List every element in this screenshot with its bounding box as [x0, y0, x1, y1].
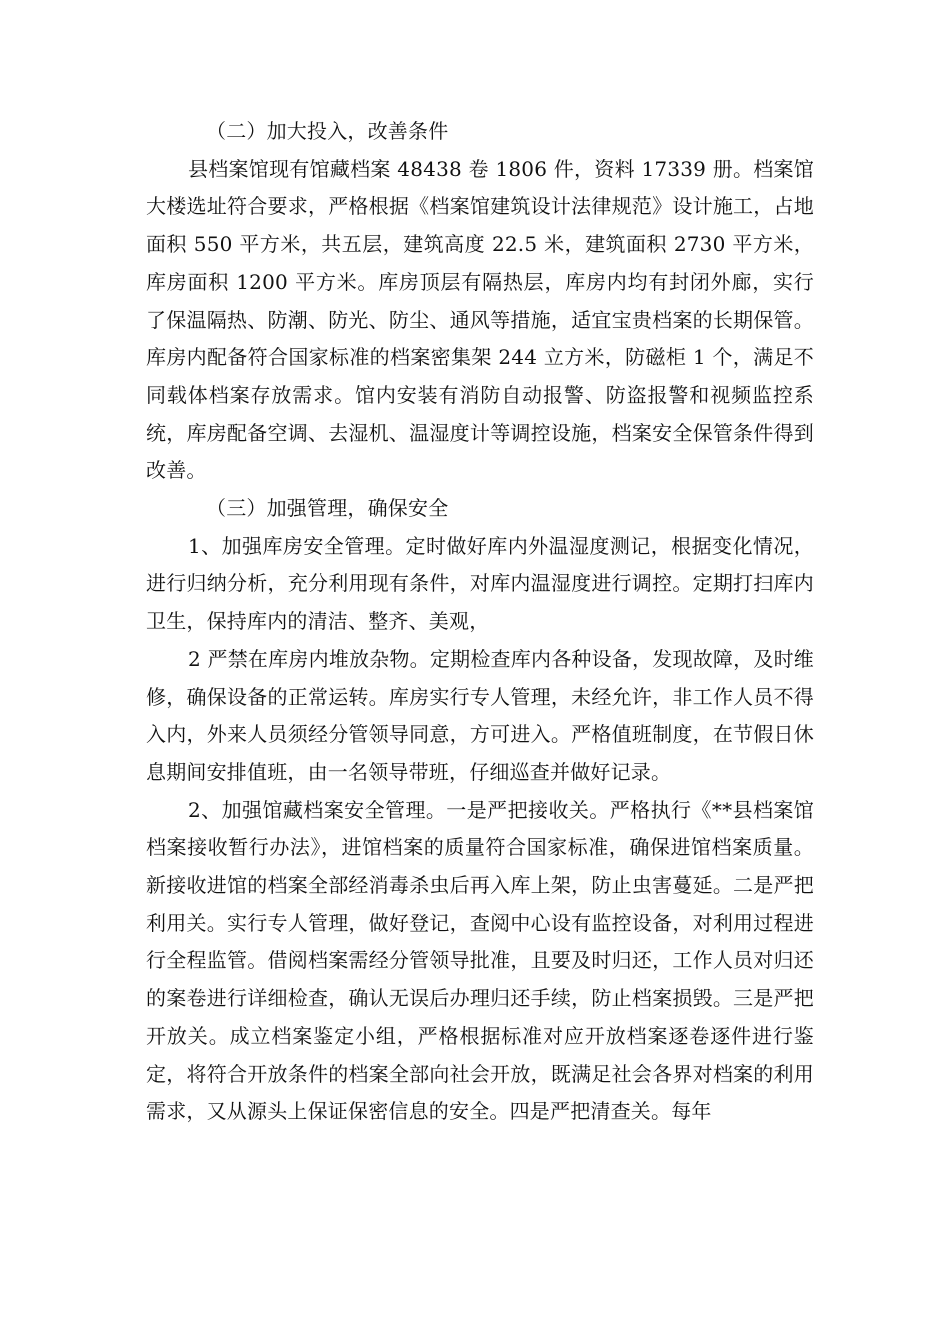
section-heading-2: （二）加大投入，改善条件 [206, 119, 449, 143]
document-page [146, 113, 814, 1131]
paragraph-archive-facilities: 县档案馆现有馆藏档案 48438 卷 1806 件，资料 17339 册。档案馆大楼选址符合要求，严格根据《档案馆建筑设计法律规范》设计施工，占地面积 550 平方米，共五层，建筑高度 22.5 米，建筑面积 2730 平方米，库房面积 1200 平方米。库房顶层有隔热层，库房内均有封闭外廊，实行了保温隔热、防潮、防光、防尘、通风等措施，适宜宝贵档案的长期保管。库房内配备符合国家标准的档案密集架 244 立方米，防磁柜 1 个，满足不同载体档案存放需求。馆内安装有消防自动报警、防盗报警和视频监控系统，库房配备空调、去湿机、温湿度计等调控设施，档案安全保管条件得到改善。 [146, 156, 814, 483]
paragraph-storage-management: 1、加强库房安全管理。定时做好库内外温湿度测记，根据变化情况，进行归纳分析，充分利用现有条件，对库内温湿度进行调控。定期打扫库内卫生，保持库内的清洁、整齐、美观， [146, 533, 814, 634]
section-heading-3: （三）加强管理，确保安全 [206, 496, 449, 521]
paragraph-collection-security: 2、加强馆藏档案安全管理。一是严把接收关。严格执行《**县档案馆档案接收暂行办法》，进馆档案的质量符合国家标准，确保进馆档案质量。新接收进馆的档案全部经消毒杀虫后再入库上架，防止虫害蔓延。二是严把利用关。实行专人管理，做好登记，查阅中心设有监控设备，对利用过程进行全程监管。借阅档案需经分管领导批准，且要及时归还，工作人员对归还的案卷进行详细检查，确认无误后办理归还手续，防止档案损毁。三是严把开放关。成立档案鉴定小组，严格根据标准对应开放档案逐卷逐件进行鉴定，将符合开放条件的档案全部向社会开放，既满足社会各界对档案的利用需求，又从源头上保证保密信息的安全。四是严把清查关。每年 [146, 797, 814, 1124]
paragraph-storage-rules: 2 严禁在库房内堆放杂物。定期检查库内各种设备，发现故障，及时维修，确保设备的正常运转。库房实行专人管理，未经允许，非工作人员不得入内，外来人员须经分管领导同意，方可进入。严格值班制度，在节假日休息期间安排值班，由一名领导带班，仔细巡查并做好记录。 [146, 646, 814, 784]
